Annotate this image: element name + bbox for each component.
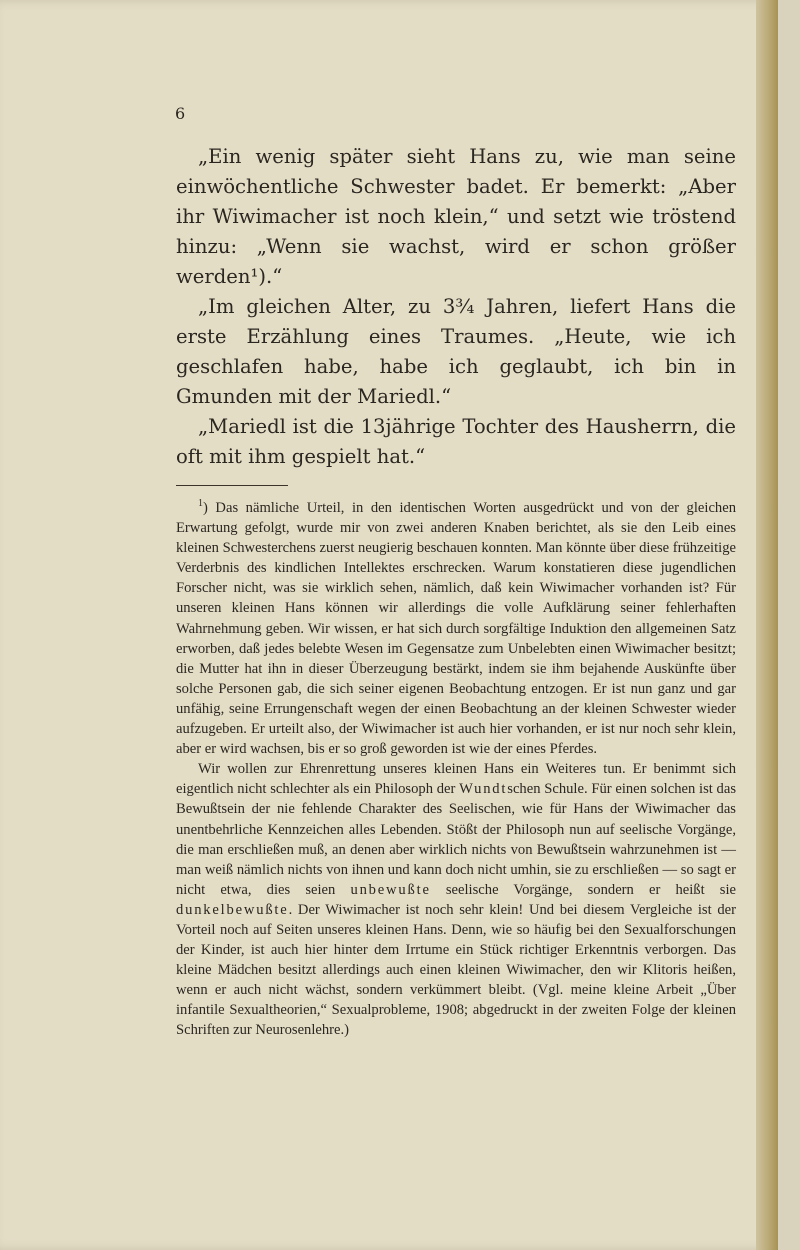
footnote-text-2c: seelische Vorgänge, sondern er heißt sie <box>430 881 737 898</box>
main-text <box>176 142 736 1041</box>
footnote-divider <box>176 485 288 486</box>
footnote-marker: 1 <box>198 498 203 510</box>
footnote-paragraph-1 <box>176 498 736 759</box>
footnote-unbewusste: unbewußte <box>350 881 431 898</box>
footnote-dunkelbewusste: dunkelbewußte <box>176 901 289 918</box>
paragraph-1: „Ein wenig später sieht Hans zu, wie man seine einwöchentliche Schwester badet. Er bemerkt: „Aber ihr Wiwimacher ist noch klein,“ und setzt wie tröstend hinzu: „Wenn sie wachst, wird er schon größer werden¹).“ <box>176 145 736 288</box>
page-edge <box>756 0 778 1250</box>
paragraph-2: „Im gleichen Alter, zu 3¾ Jahren, liefert Hans die erste Erzählung eines Traumes. „Heute, wie ich geschlafen habe, habe ich geglaubt, ich bin in Gmunden mit der Mariedl.“ <box>176 295 736 408</box>
footnote-text-2b: schen Schule. Für einen solchen ist das Bewußtsein der nie fehlende Charakter des Seelischen, wie für Hans der Wiwimacher das unentbehrliche Kennzeichen alles Lebenden. Stößt der Philosoph nun auf seelische Vorgänge, die man erschließen muß, an denen aber wirklich nichts von Bewußtsein wahrzunehmen ist — man weiß nämlich nichts von ihnen und kann doch nicht umhin, sie zu erschließen — so sagt er nicht etwa, dies seien <box>176 781 736 898</box>
footnote-marker-paren: ) <box>203 500 216 516</box>
paragraph-3: „Mariedl ist die 13jährige Tochter des Hausherrn, die oft mit ihm gespielt hat.“ <box>176 415 736 468</box>
footnote-wundt: Wundt <box>459 781 508 798</box>
page-number: 6 <box>175 104 186 123</box>
footnote-text-2a: Wir wollen zur Ehrenrettung unseres kleinen Hans ein Weiteres tun. Er benimmt sich eigentlich nicht schlechter als ein Philosoph der <box>176 761 736 798</box>
footnote-text-2d: . Der Wiwimacher ist noch sehr klein! Und bei diesem Vergleiche ist der Vorteil noch auf Seiten unseres kleinen Hans. Denn, wie so häufig bei den Sexualforschungen der Kinder, ist auch hier hinter dem Irrtume ein Stück richtiger Erkenntnis verborgen. Das kleine Mädchen besitzt allerdings auch einen kleinen Wiwimacher, den wir Klitoris heißen, wenn er auch nicht wächst, sondern verkümmert bleibt. (Vgl. meine kleine Arbeit „Über infantile Sexualtheorien,“ Sexualprobleme, 1908; abgedruckt in der zweiten Folge der kleinen Schriften zur Neurosenlehre.) <box>176 901 736 1039</box>
footnote-paragraph-2 <box>176 759 736 1040</box>
footnote-text-1: Das nämliche Urteil, in den identischen Worten ausgedrückt und von der gleichen Erwartung gefolgt, wurde mir von zwei anderen Knaben berichtet, als sie den Leib eines kleinen Schwesterchens zuerst neugierig beschauen konnten. Man könnte über diese frühzeitige Verderbnis des kindlichen Intellektes erschrecken. Warum konstatieren diese jugendlichen Forscher nicht, was sie wirklich sehen, nämlich, daß kein Wiwimacher vorhanden ist? Für unseren kleinen Hans können wir allerdings die volle Aufklärung seiner fehlerhaften Wahrnehmung geben. Wir wissen, er hat sich durch sorgfältige Induktion den allgemeinen Satz erworben, daß jedes belebte Wesen im Gegensatze zum Unbelebten einen Wiwimacher besitzt; die Mutter hat ihn in dieser Überzeugung bestärkt, indem sie ihm bejahende Auskünfte über solche Personen gab, die sich seiner eigenen Beobachtung entzogen. Er ist nun ganz und gar unfähig, seine Errungenschaft wegen der einen Beobachtung an der kleinen Schwester wieder aufzugeben. Er urteilt also, der Wiwimacher ist auch hier vorhanden, er ist nur noch sehr klein, aber er wird wachsen, bis er so groß geworden ist wie der eines Pferdes. <box>176 500 736 758</box>
